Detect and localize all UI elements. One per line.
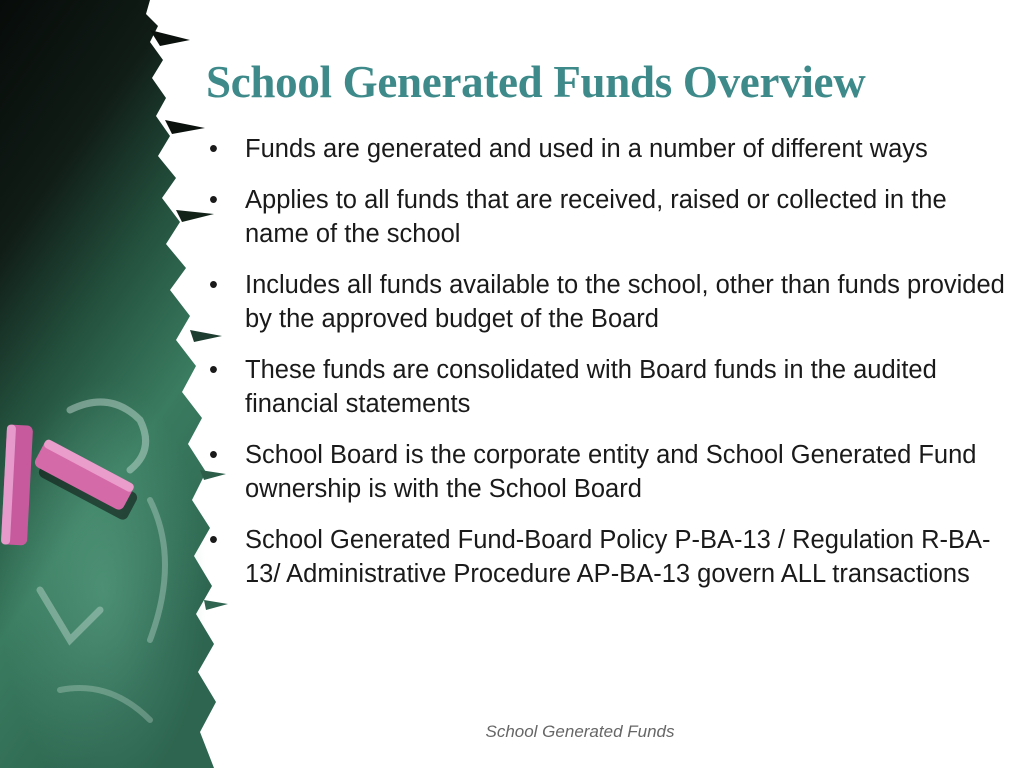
bullet-text: School Generated Fund-Board Policy P-BA-13 / Regulation R-BA-13/ Administrative Procedure AP-BA-13 govern ALL transactions: [245, 526, 991, 588]
bullet-item: [206, 183, 1006, 251]
bullet-icon: •: [209, 186, 218, 214]
slide-title: School Generated Funds Overview: [206, 57, 866, 107]
bullet-item: [206, 438, 1006, 506]
bullet-text: School Board is the corporate entity and School Generated Fund ownership is with the School Board: [245, 441, 977, 503]
bullet-icon: •: [209, 135, 218, 163]
bullet-item: [206, 353, 1006, 421]
bullet-text: Funds are generated and used in a number of different ways: [245, 135, 928, 163]
bullet-list: [206, 132, 1006, 608]
bullet-text: These funds are consolidated with Board funds in the audited financial statements: [245, 356, 937, 418]
bullet-item: [206, 132, 1006, 166]
bullet-item: [206, 268, 1006, 336]
slide-footer: School Generated Funds: [485, 722, 675, 741]
bullet-icon: •: [209, 271, 218, 299]
chalkboard-decoration: [0, 0, 230, 768]
bullet-text: Applies to all funds that are received, raised or collected in the name of the school: [245, 186, 947, 248]
bullet-icon: •: [209, 526, 218, 554]
bullet-icon: •: [209, 441, 218, 469]
bullet-text: Includes all funds available to the school, other than funds provided by the approved budget of the Board: [245, 271, 1005, 333]
bullet-icon: •: [209, 356, 218, 384]
bullet-item: [206, 523, 1006, 591]
